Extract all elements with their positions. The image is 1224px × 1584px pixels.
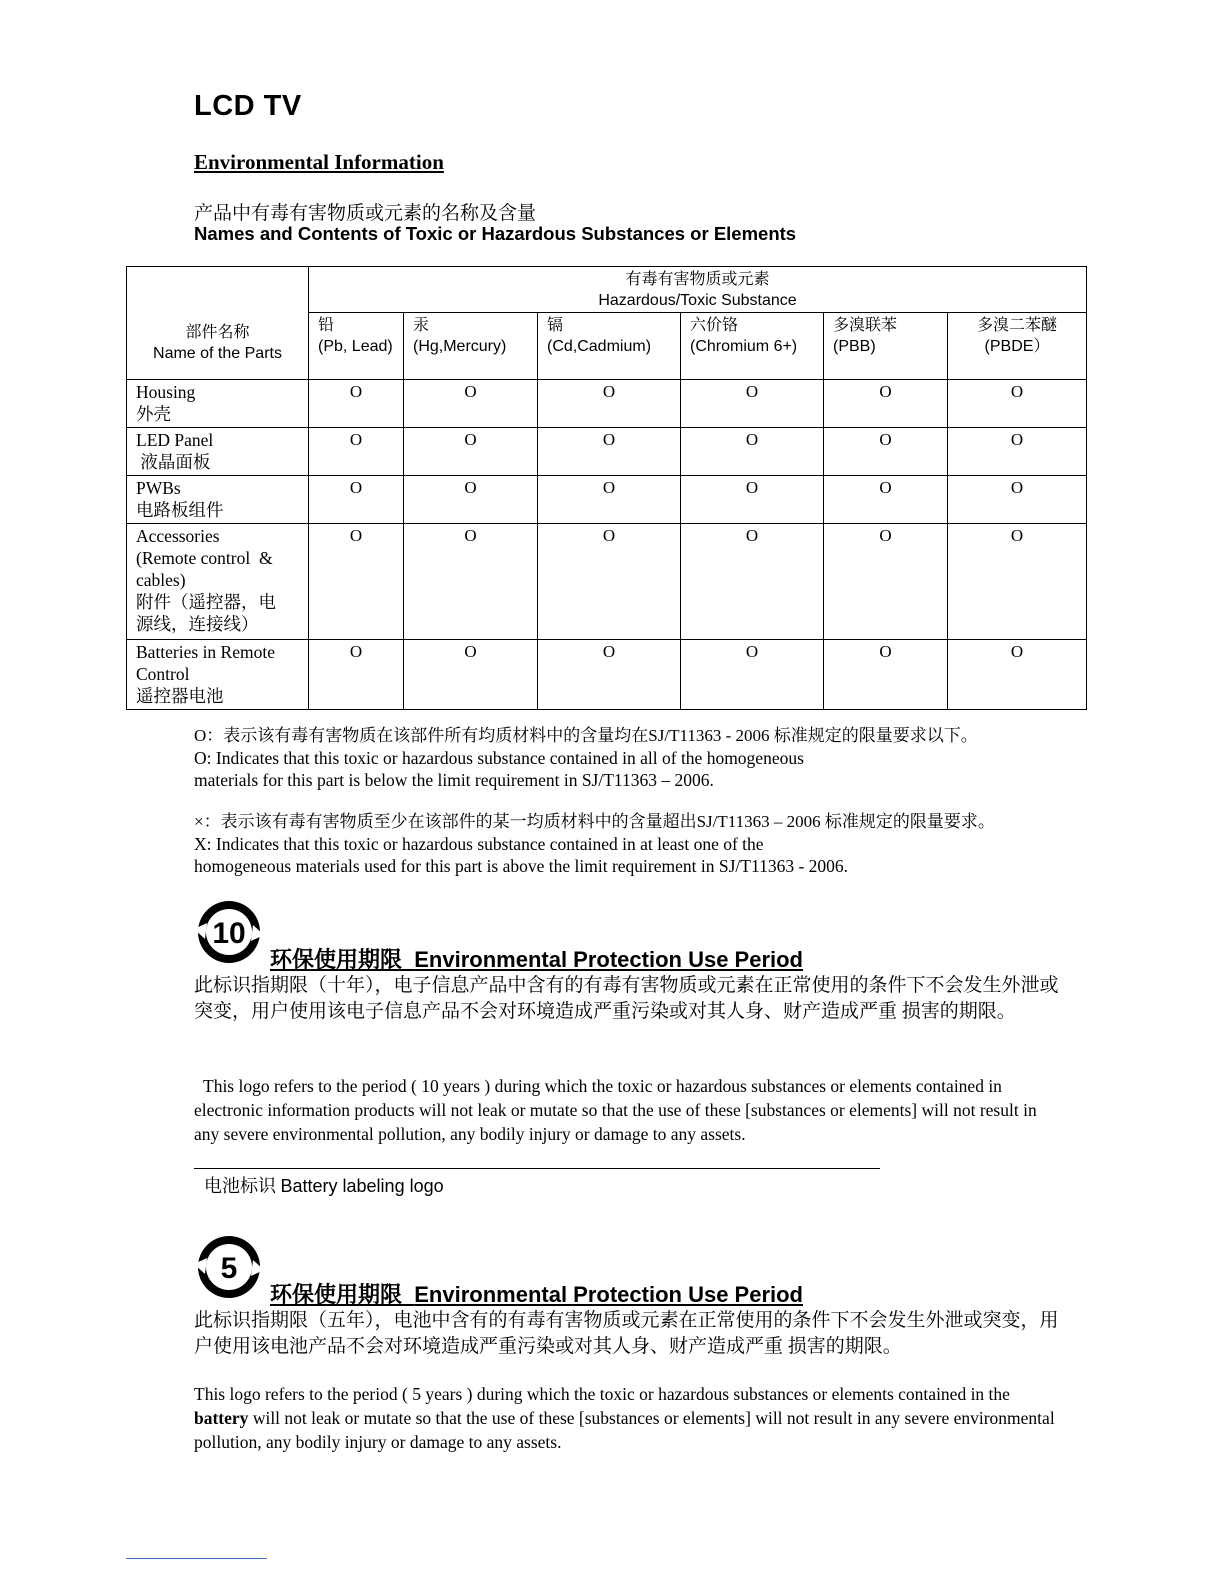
column-header-en: (Hg,Mercury) — [413, 338, 507, 355]
epup-5-logo-icon — [193, 1234, 265, 1300]
period10-paragraph-en: This logo refers to the period ( 10 years ) during which the toxic or hazardous substances or elements contained in electronic information products will not leak or mutate so that the use of these [substances or elements] will not result in any severe environmental pollution, any bodily injury or damage to any assets. — [194, 1076, 1037, 1144]
column-header-en: (Cd,Cadmium) — [547, 338, 652, 355]
column-header-en: (Chromium 6+) — [690, 338, 798, 355]
part-name-line: 附件（遥控器，电 — [136, 592, 276, 612]
part-name-line: Control — [136, 664, 190, 684]
part-name-line: LED Panel — [136, 430, 214, 450]
period5-paragraph-en-pre: This logo refers to the period ( 5 years ) during which the toxic or hazardous substances or elements contained in the — [194, 1384, 1010, 1404]
column-header — [824, 313, 948, 380]
table-row — [127, 428, 1087, 476]
hazard-header-cn: 有毒有害物质或元素 — [625, 271, 770, 288]
substance-value-cell: O — [681, 380, 824, 428]
o-note-en-2: materials for this part is below the limit requirement in SJ/T11363 – 2006. — [194, 770, 714, 790]
period10-heading-en: Environmental Protection Use Period — [414, 947, 803, 972]
parts-header-en: Name of the Parts — [153, 345, 282, 362]
hazard-header — [309, 267, 1087, 313]
substance-value-cell: O — [948, 640, 1087, 710]
table-row — [127, 476, 1087, 524]
period5-paragraph-en — [194, 1382, 1064, 1454]
column-header-en: (PBDE） — [984, 338, 1050, 355]
part-name-cell — [127, 428, 309, 476]
substance-value-cell: O — [404, 640, 538, 710]
column-header-cn: 汞 — [413, 317, 430, 334]
period10-heading-cn: 环保使用期限 — [270, 947, 403, 972]
part-name-line: Accessories — [136, 526, 220, 546]
table-caption-cn: 产品中有毒有害物质或元素的名称及含量 — [194, 203, 537, 224]
substance-value-cell: O — [681, 476, 824, 524]
period5-heading-en: Environmental Protection Use Period — [414, 1282, 803, 1307]
epup-10-logo-icon — [193, 899, 265, 965]
column-header-cn: 多溴联苯 — [833, 317, 898, 334]
part-name-line: 电路板组件 — [136, 500, 224, 520]
period5-paragraph-cn: 此标识指期限（五年），电池中含有的有毒有害物质或元素在正常使用的条件下不会发生外泄或突变，用户使用该电池产品不会对环境造成严重污染或对其人身、财产造成严重 损害的期限。 — [194, 1310, 1059, 1357]
substance-value-cell: O — [309, 476, 404, 524]
column-header-en: (Pb, Lead) — [318, 338, 393, 355]
substance-value-cell: O — [681, 428, 824, 476]
column-header-cn: 多溴二苯醚 — [977, 317, 1058, 334]
substance-value-cell: O — [538, 524, 681, 640]
part-name-cell — [127, 640, 309, 710]
period5-heading — [270, 1278, 803, 1309]
part-name-line: PWBs — [136, 478, 181, 498]
substance-value-cell: O — [538, 476, 681, 524]
substance-value-cell: O — [824, 428, 948, 476]
substance-value-cell: O — [538, 640, 681, 710]
x-note-en-2: homogeneous materials used for this part is above the limit requirement in SJ/T11363 - 2006. — [194, 856, 849, 876]
battery-label — [204, 1172, 444, 1198]
o-note — [194, 725, 978, 791]
period5-heading-cn: 环保使用期限 — [270, 1282, 403, 1307]
part-name-cell — [127, 524, 309, 640]
column-header — [538, 313, 681, 380]
parts-header — [127, 267, 309, 380]
table-row — [127, 380, 1087, 428]
substance-table — [126, 266, 1087, 710]
substance-value-cell: O — [309, 640, 404, 710]
substance-value-cell: O — [404, 428, 538, 476]
divider — [194, 1168, 880, 1169]
substance-value-cell: O — [681, 524, 824, 640]
period5-paragraph-en-post: will not leak or mutate so that the use of these [substances or elements] will not result in any severe environmental pollution, any bodily injury or damage to any assets. — [194, 1408, 1055, 1452]
column-header — [681, 313, 824, 380]
substance-value-cell: O — [824, 476, 948, 524]
table-row — [127, 524, 1087, 640]
o-note-en-1: O: Indicates that this toxic or hazardous substance contained in all of the homogeneous — [194, 748, 804, 768]
battery-label-cn: 电池标识 — [204, 1176, 276, 1196]
page-title: LCD TV — [194, 90, 302, 122]
substance-value-cell: O — [404, 524, 538, 640]
battery-label-en: Battery labeling logo — [280, 1176, 444, 1196]
x-note — [194, 811, 995, 877]
column-header — [404, 313, 538, 380]
substance-value-cell: O — [681, 640, 824, 710]
x-note-cn: ×：表示该有毒有害物质至少在该部件的某一均质材料中的含量超出SJ/T11363 – 2006 标准规定的限量要求。 — [194, 812, 995, 831]
part-name-line: Housing — [136, 382, 196, 402]
period5-paragraph-en-bold: battery — [194, 1408, 249, 1428]
substance-value-cell: O — [948, 524, 1087, 640]
column-header-cn: 镉 — [547, 317, 564, 334]
epup-10-number: 10 — [212, 917, 246, 950]
substance-value-cell: O — [824, 640, 948, 710]
substance-value-cell: O — [404, 380, 538, 428]
part-name-line: 液晶面板 — [136, 452, 211, 472]
substance-value-cell: O — [309, 380, 404, 428]
substance-value-cell: O — [404, 476, 538, 524]
section-heading: Environmental Information — [194, 150, 444, 174]
substance-value-cell: O — [538, 428, 681, 476]
part-name-cell — [127, 380, 309, 428]
part-name-line: 外壳 — [136, 404, 171, 424]
part-name-line: 遥控器电池 — [136, 686, 224, 706]
footnote-separator — [126, 1558, 267, 1559]
period10-paragraph-cn: 此标识指期限（十年），电子信息产品中含有的有毒有害物质或元素在正常使用的条件下不会发生外泄或突变，用户使用该电子信息产品不会对环境造成严重污染或对其人身、财产造成严重 损害的期限。 — [194, 975, 1059, 1022]
table-row — [127, 640, 1087, 710]
part-name-cell — [127, 476, 309, 524]
column-header-en: (PBB) — [833, 338, 876, 355]
parts-header-cn: 部件名称 — [185, 324, 250, 341]
hazard-header-en: Hazardous/Toxic Substance — [598, 292, 797, 309]
o-note-cn: O：表示该有毒有害物质在该部件所有均质材料中的含量均在SJ/T11363 - 2006 标准规定的限量要求以下。 — [194, 726, 978, 745]
epup-5-number: 5 — [220, 1252, 238, 1285]
substance-value-cell: O — [948, 428, 1087, 476]
column-header-cn: 六价铬 — [690, 317, 739, 334]
part-name-line: (Remote control & — [136, 548, 273, 568]
part-name-line: Batteries in Remote — [136, 642, 275, 662]
x-note-en-1: X: Indicates that this toxic or hazardous substance contained in at least one of the — [194, 834, 764, 854]
column-header — [309, 313, 404, 380]
substance-value-cell: O — [309, 428, 404, 476]
substance-value-cell: O — [948, 380, 1087, 428]
substance-value-cell: O — [309, 524, 404, 640]
substance-value-cell: O — [948, 476, 1087, 524]
substance-value-cell: O — [824, 524, 948, 640]
part-name-line: 源线，连接线） — [136, 614, 259, 634]
table-caption-en: Names and Contents of Toxic or Hazardous Substances or Elements — [194, 223, 797, 244]
substance-value-cell: O — [824, 380, 948, 428]
column-header — [948, 313, 1087, 380]
column-header-cn: 铅 — [318, 317, 335, 334]
period10-heading — [270, 943, 803, 974]
substance-value-cell: O — [538, 380, 681, 428]
part-name-line: cables) — [136, 570, 186, 590]
